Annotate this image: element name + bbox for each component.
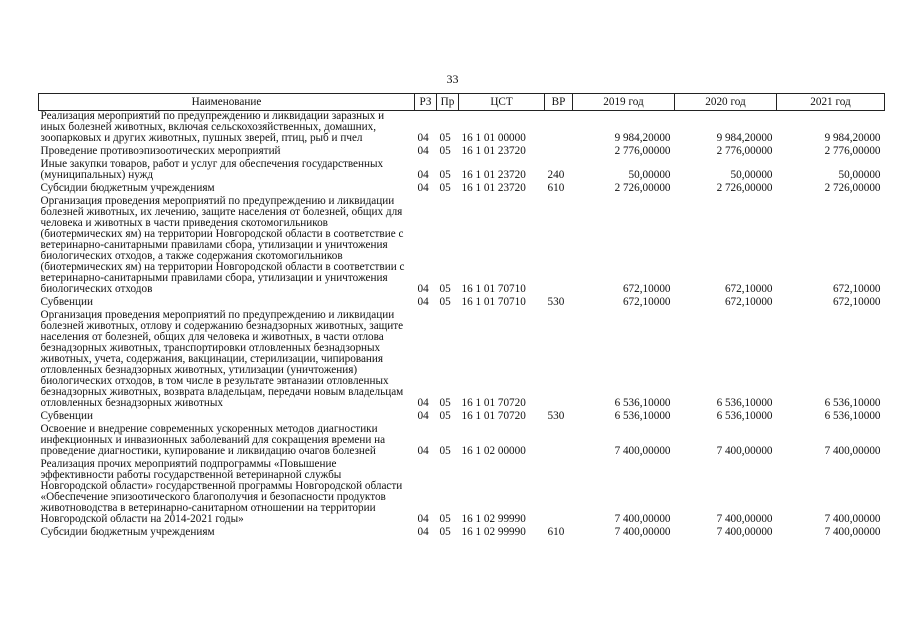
row-value-2021: 7 400,00000: [824, 526, 881, 538]
row-cst: 16 1 01 70710: [461, 296, 526, 308]
row-name: Субвенции: [40, 296, 93, 308]
row-cst: 16 1 01 23720: [461, 145, 526, 157]
page-number: 33: [446, 72, 459, 86]
row-vr: [545, 144, 573, 157]
header-2021: 2021 год: [777, 94, 885, 111]
row-cst: 16 1 01 70710: [461, 283, 526, 295]
row-pr: 05: [439, 410, 451, 422]
row-pr: 05: [439, 145, 451, 157]
row-name: Субвенции: [40, 410, 93, 422]
row-rz: 04: [417, 169, 429, 181]
row-pr: 05: [439, 132, 451, 144]
row-name: Иные закупки товаров, работ и услуг для обеспечения государственных (муниципальных) нужд: [40, 158, 384, 181]
row-rz: 04: [417, 283, 429, 295]
row-value-2020: 2 726,00000: [716, 182, 773, 194]
table-row: [39, 181, 885, 194]
row-pr: 05: [439, 513, 451, 525]
row-value-2021: 7 400,00000: [824, 513, 881, 525]
row-vr: [545, 308, 573, 409]
table-row: [39, 144, 885, 157]
row-pr: 05: [439, 445, 451, 457]
row-rz: 04: [417, 410, 429, 422]
row-rz: 04: [417, 182, 429, 194]
row-value-2020: 7 400,00000: [716, 445, 773, 457]
row-rz: 04: [417, 296, 429, 308]
row-value-2019: 6 536,10000: [614, 397, 671, 409]
row-vr: 610: [547, 526, 565, 538]
row-name: Проведение противоэпизоотических мероприятий: [40, 145, 281, 157]
row-name: Субсидии бюджетным учреждениям: [40, 182, 215, 194]
row-vr: 610: [547, 182, 565, 194]
header-rz: РЗ: [415, 94, 437, 111]
row-value-2019: 50,00000: [628, 169, 671, 181]
row-value-2019: 7 400,00000: [614, 526, 671, 538]
header-vr: ВР: [545, 94, 573, 111]
row-pr: 05: [439, 526, 451, 538]
table-row: [39, 409, 885, 422]
row-rz: 04: [417, 132, 429, 144]
row-cst: 16 1 01 70720: [461, 397, 526, 409]
row-vr: [545, 194, 573, 295]
row-rz: 04: [417, 445, 429, 457]
row-pr: 05: [439, 182, 451, 194]
header-cst: ЦСТ: [459, 94, 545, 111]
row-cst: 16 1 01 23720: [461, 182, 526, 194]
row-value-2020: 672,10000: [724, 283, 773, 295]
row-value-2021: 6 536,10000: [824, 397, 881, 409]
row-cst: 16 1 01 70720: [461, 410, 526, 422]
row-value-2021: 672,10000: [832, 296, 881, 308]
row-value-2020: 6 536,10000: [716, 397, 773, 409]
table-row: [39, 525, 885, 538]
row-cst: 16 1 01 23720: [461, 169, 526, 181]
row-cst: 16 1 02 00000: [461, 445, 526, 457]
row-name: Организация проведения мероприятий по предупреждению и ликвидации болезней животных, отлову и содержанию безнадзорных животных, защите населения от болезней, общих для человека и животных, в части отлова безнадзорных животных, транспортировки отловленных безнадзорных животных, учета, содержания, вакцинации, стерилизации, чипирования отловленных безнадзорных животных, утилизации (уничтожения) биологических отходов, в том числе в результате эвтаназии отловленных безнадзорных животных, возврата владельцам, передачи новым владельцам отловленных безнадзорных животных: [40, 309, 404, 409]
row-name: Организация проведения мероприятий по предупреждению и ликвидации болезней животных, их лечению, защите населения от болезней, общих для человека и животных в части приведения скотомогильников (биотермических ям) на территории Новгородской области в соответствие с ветеринарно-санитарными правилами сбора, утилизации и уничтожения биологических отходов, а также содержания скотомогильников (биотермических ям) на территории Новгородской области в соответствии с ветеринарно-санитарными правилами сбора, утилизации и уничтожения биологических отходов: [40, 195, 405, 295]
table-row: [39, 308, 885, 409]
row-value-2019: 9 984,20000: [614, 132, 671, 144]
budget-table: [38, 93, 885, 538]
table-row: [39, 457, 885, 525]
row-value-2021: 7 400,00000: [824, 445, 881, 457]
row-value-2019: 7 400,00000: [614, 513, 671, 525]
row-value-2020: 6 536,10000: [716, 410, 773, 422]
table-row: [39, 111, 885, 145]
row-pr: 05: [439, 397, 451, 409]
table-row: [39, 157, 885, 181]
row-name: Освоение и внедрение современных ускоренных методов диагностики инфекционных и инвазионных заболеваний для сокращения времени на проведение диагностики, купирование и ликвидацию очагов болезней: [40, 423, 386, 457]
table-row: [39, 422, 885, 457]
header-pr: Пр: [437, 94, 459, 111]
row-value-2020: 7 400,00000: [716, 513, 773, 525]
row-value-2019: 672,10000: [622, 283, 671, 295]
row-rz: 04: [417, 145, 429, 157]
row-name: Реализация мероприятий по предупреждению и ликвидации заразных и иных болезней животных, включая сельскохозяйственных, домашних, зоопарковых и других животных, пушных зверей, птиц, рыб и пчел: [40, 110, 385, 144]
row-pr: 05: [439, 283, 451, 295]
table-header-row: [39, 94, 885, 111]
row-value-2019: 6 536,10000: [614, 410, 671, 422]
row-value-2021: 2 726,00000: [824, 182, 881, 194]
row-vr: [545, 457, 573, 525]
row-value-2020: 9 984,20000: [716, 132, 773, 144]
row-value-2021: 2 776,00000: [824, 145, 881, 157]
row-cst: 16 1 02 99990: [461, 513, 526, 525]
row-value-2020: 672,10000: [724, 296, 773, 308]
row-name: Субсидии бюджетным учреждениям: [40, 526, 215, 538]
row-vr: 530: [547, 296, 565, 308]
row-pr: 05: [439, 296, 451, 308]
row-vr: 240: [547, 169, 565, 181]
header-name: Наименование: [39, 94, 415, 111]
header-2020: 2020 год: [675, 94, 777, 111]
row-pr: 05: [439, 169, 451, 181]
row-value-2021: 50,00000: [838, 169, 881, 181]
row-value-2020: 2 776,00000: [716, 145, 773, 157]
row-value-2019: 2 726,00000: [614, 182, 671, 194]
row-value-2021: 9 984,20000: [824, 132, 881, 144]
row-value-2021: 672,10000: [832, 283, 881, 295]
table-row: [39, 194, 885, 295]
table-body: [39, 111, 885, 539]
header-2019: 2019 год: [573, 94, 675, 111]
row-rz: 04: [417, 513, 429, 525]
row-value-2019: 2 776,00000: [614, 145, 671, 157]
row-rz: 04: [417, 526, 429, 538]
row-value-2019: 672,10000: [622, 296, 671, 308]
row-cst: 16 1 01 00000: [461, 132, 526, 144]
table-row: [39, 295, 885, 308]
row-rz: 04: [417, 397, 429, 409]
row-cst: 16 1 02 99990: [461, 526, 526, 538]
row-value-2020: 50,00000: [730, 169, 773, 181]
row-vr: [545, 111, 573, 145]
row-value-2021: 6 536,10000: [824, 410, 881, 422]
row-value-2020: 7 400,00000: [716, 526, 773, 538]
row-vr: [545, 422, 573, 457]
row-vr: 530: [547, 410, 565, 422]
row-name: Реализация прочих мероприятий подпрограммы «Повышение эффективности работы государственной ветеринарной службы Новгородской области» государственной программы Новгородской области «Обеспечение эпизоотического благополучия и безопасности продуктов животноводства в ветеринарно-санитарном отношении на территории Новгородской области на 2014-2021 годы»: [40, 458, 403, 525]
row-value-2019: 7 400,00000: [614, 445, 671, 457]
